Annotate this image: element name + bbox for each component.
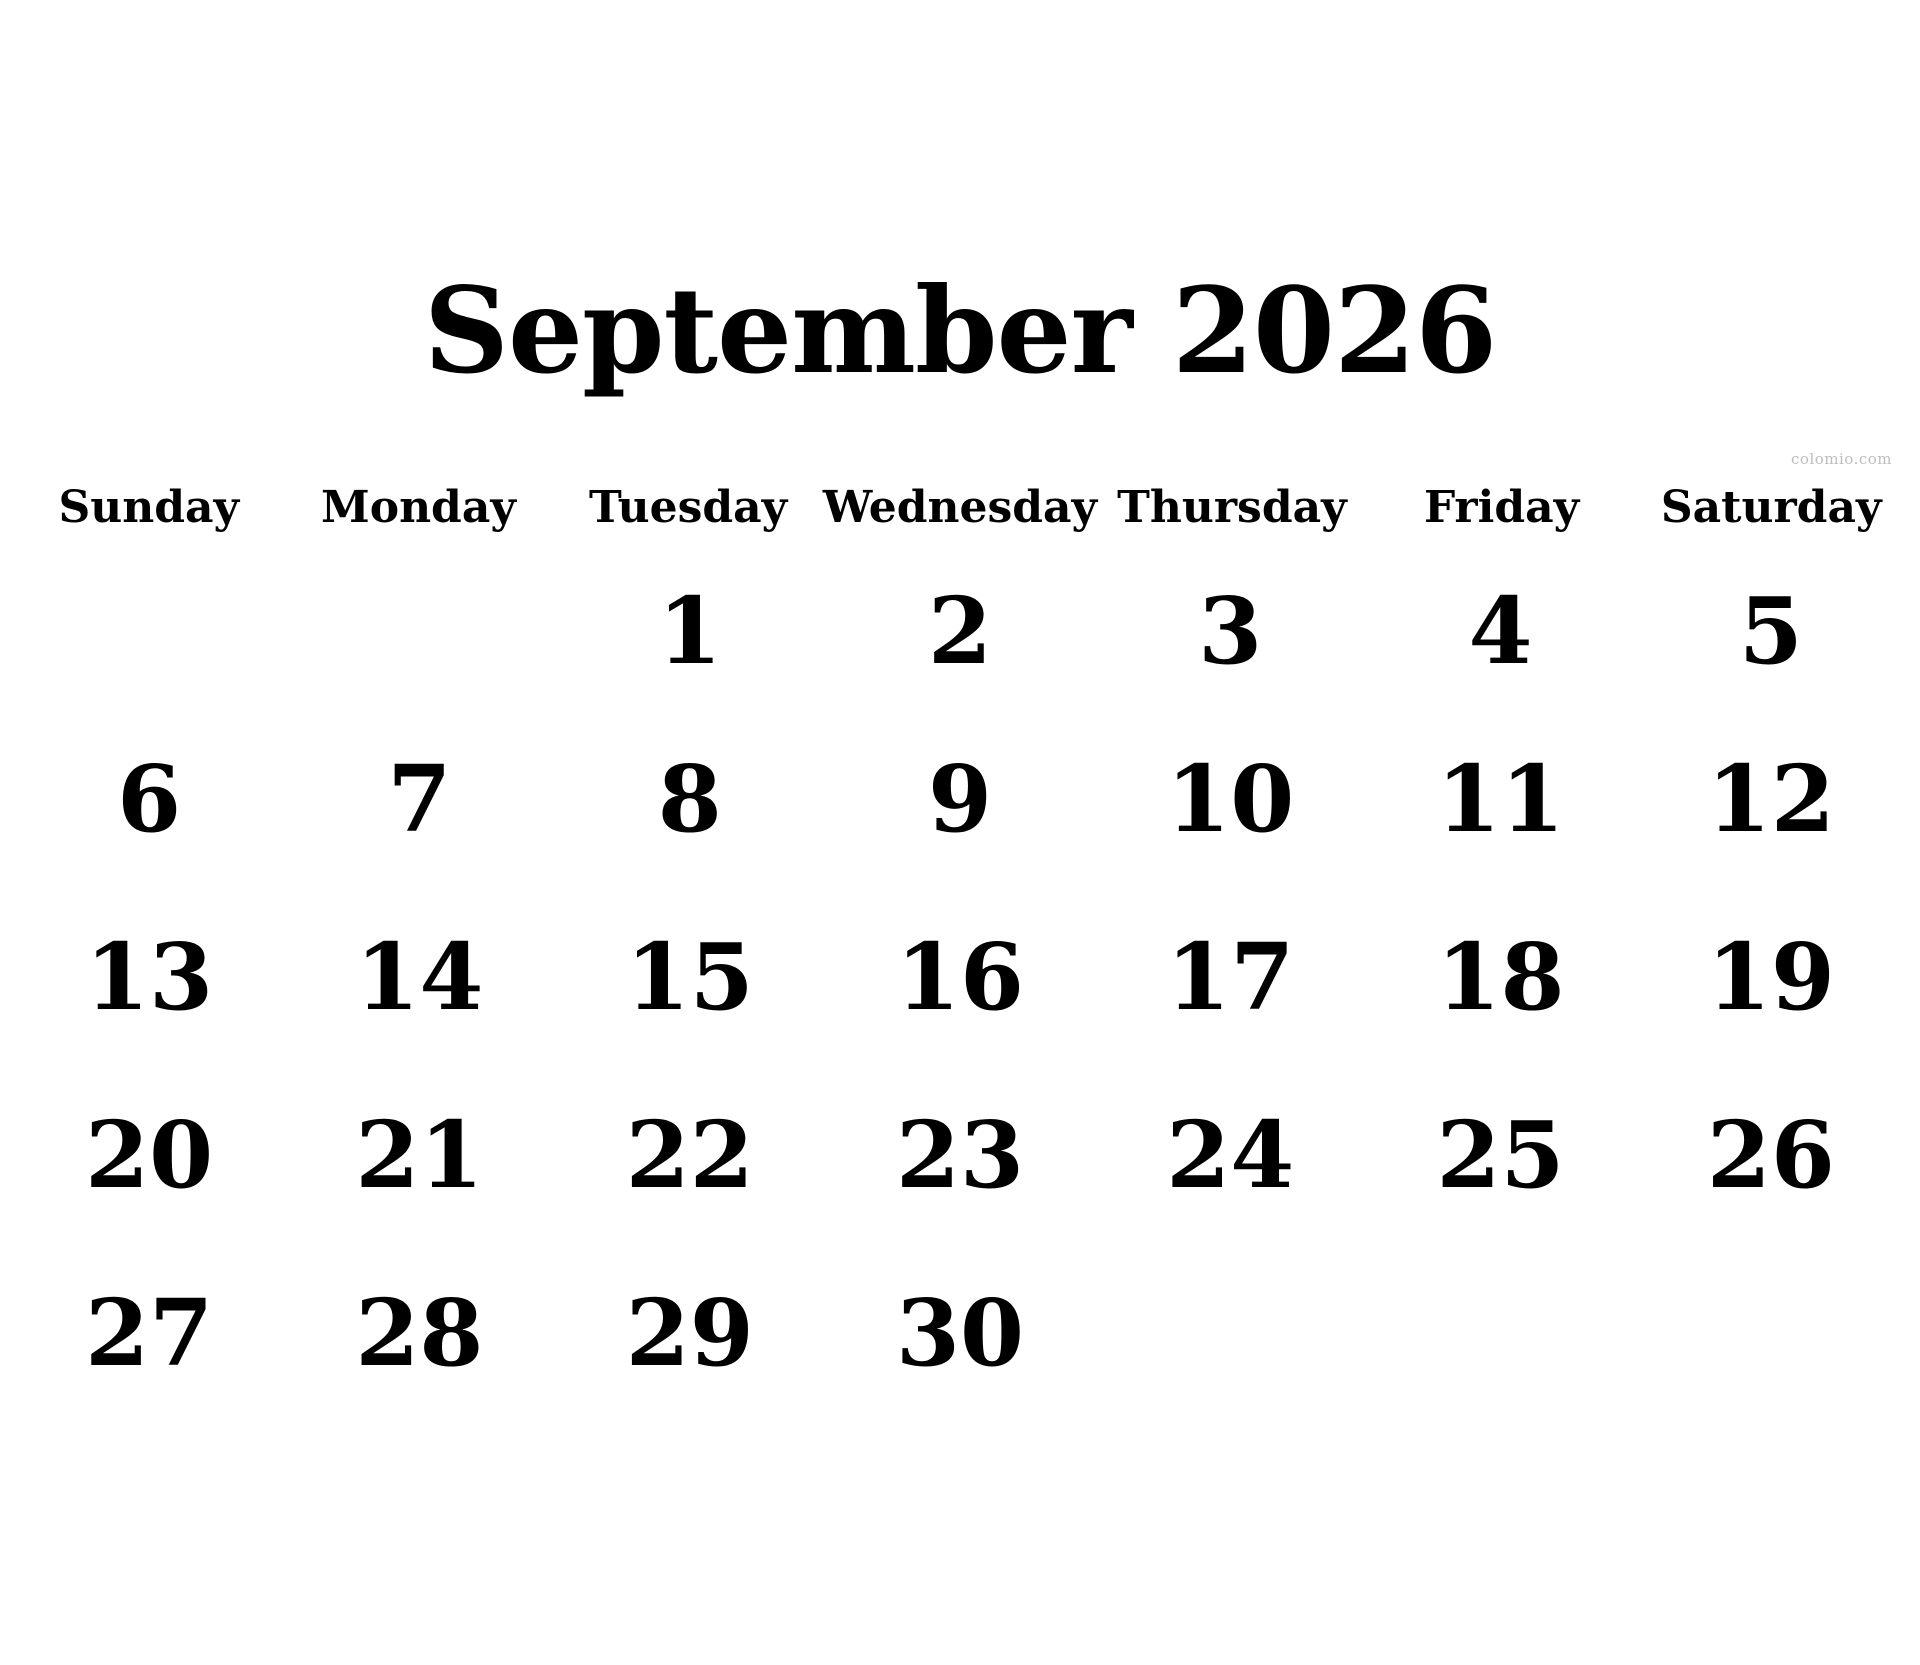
day-number: 24	[1166, 1101, 1295, 1209]
day-number: 17	[1166, 923, 1295, 1031]
weekday-header-wednesday	[823, 480, 1097, 536]
calendar-day-cell[interactable]	[825, 1066, 1095, 1244]
calendar-day-cell[interactable]	[1095, 542, 1365, 710]
calendar-week-row	[14, 542, 1906, 710]
watermark: colomio.com	[1791, 450, 1892, 468]
weekday-label: Sunday	[58, 482, 240, 533]
day-number: 30	[895, 1279, 1024, 1387]
calendar-day-cell[interactable]	[1095, 710, 1365, 888]
calendar-day-cell[interactable]	[825, 1244, 1095, 1422]
day-number: 19	[1706, 923, 1835, 1031]
weekday-label: Thursday	[1117, 482, 1347, 533]
calendar-week-row	[14, 1244, 1906, 1422]
day-number: 10	[1166, 745, 1295, 853]
day-number: 15	[625, 923, 754, 1031]
weekday-header-tuesday	[553, 480, 823, 536]
day-number: 8	[657, 745, 722, 853]
day-number: 28	[355, 1279, 484, 1387]
calendar-day-cell[interactable]	[1095, 1244, 1365, 1422]
calendar-day-cell[interactable]	[14, 710, 284, 888]
day-number: 22	[625, 1101, 754, 1209]
weekday-label: Wednesday	[822, 482, 1098, 533]
weekday-label: Tuesday	[588, 482, 788, 533]
calendar-day-cell[interactable]	[284, 1066, 554, 1244]
day-number: 7	[387, 745, 452, 853]
calendar-day-cell[interactable]	[14, 542, 284, 710]
weekday-label: Monday	[321, 482, 516, 533]
calendar-day-cell[interactable]	[284, 1244, 554, 1422]
calendar-day-cell[interactable]	[825, 710, 1095, 888]
day-number: 3	[1198, 577, 1263, 685]
day-number: 26	[1706, 1101, 1835, 1209]
calendar-day-cell[interactable]	[1636, 542, 1906, 710]
day-number: 20	[85, 1101, 214, 1209]
calendar-day-cell[interactable]	[555, 888, 825, 1066]
calendar-week-row	[14, 888, 1906, 1066]
weekday-header-sunday	[14, 480, 284, 536]
day-number: 13	[85, 923, 214, 1031]
day-number: 27	[85, 1279, 214, 1387]
calendar-day-cell[interactable]	[1365, 1244, 1635, 1422]
calendar-day-cell[interactable]	[284, 542, 554, 710]
calendar-day-cell[interactable]	[1365, 710, 1635, 888]
day-number: 18	[1436, 923, 1565, 1031]
calendar-day-cell[interactable]	[1636, 1244, 1906, 1422]
calendar-day-cell[interactable]	[555, 710, 825, 888]
calendar-day-cell[interactable]	[555, 1244, 825, 1422]
calendar-day-cell[interactable]	[825, 542, 1095, 710]
calendar-day-cell[interactable]	[555, 1066, 825, 1244]
calendar-day-cell[interactable]	[1636, 1066, 1906, 1244]
day-number: 12	[1706, 745, 1835, 853]
calendar-day-cell[interactable]	[14, 888, 284, 1066]
day-number: 4	[1468, 577, 1533, 685]
day-number: 6	[117, 745, 182, 853]
calendar-day-cell[interactable]	[14, 1066, 284, 1244]
calendar-day-cell[interactable]	[1365, 888, 1635, 1066]
weekday-header-monday	[284, 480, 554, 536]
weekday-header-thursday	[1097, 480, 1367, 536]
day-number: 1	[657, 577, 722, 685]
calendar-day-cell[interactable]	[284, 888, 554, 1066]
weekday-label: Friday	[1423, 482, 1580, 533]
day-number: 29	[625, 1279, 754, 1387]
calendar-day-cell[interactable]	[1365, 542, 1635, 710]
calendar-day-cell[interactable]	[1095, 888, 1365, 1066]
day-number: 21	[355, 1101, 484, 1209]
calendar-week-row	[14, 710, 1906, 888]
day-number: 11	[1436, 745, 1565, 853]
calendar-day-cell[interactable]	[1095, 1066, 1365, 1244]
calendar-day-cell[interactable]	[555, 542, 825, 710]
calendar-day-cell[interactable]	[1636, 710, 1906, 888]
day-number: 9	[927, 745, 992, 853]
calendar-day-cell[interactable]	[14, 1244, 284, 1422]
calendar-day-cell[interactable]	[1365, 1066, 1635, 1244]
calendar-day-cell[interactable]	[825, 888, 1095, 1066]
weekday-header-friday	[1367, 480, 1637, 536]
day-number: 25	[1436, 1101, 1565, 1209]
calendar-day-cell[interactable]	[1636, 888, 1906, 1066]
day-number: 5	[1738, 577, 1803, 685]
day-number: 16	[895, 923, 1024, 1031]
day-number: 2	[927, 577, 992, 685]
calendar-day-cell[interactable]	[284, 710, 554, 888]
page-title: September 2026	[423, 261, 1497, 400]
weekday-label: Saturday	[1660, 482, 1882, 533]
calendar-week-row	[14, 1066, 1906, 1244]
day-number: 23	[895, 1101, 1024, 1209]
weekday-header-row	[14, 480, 1906, 536]
weekday-header-saturday	[1636, 480, 1906, 536]
calendar-grid	[14, 480, 1906, 1422]
day-number: 14	[355, 923, 484, 1031]
